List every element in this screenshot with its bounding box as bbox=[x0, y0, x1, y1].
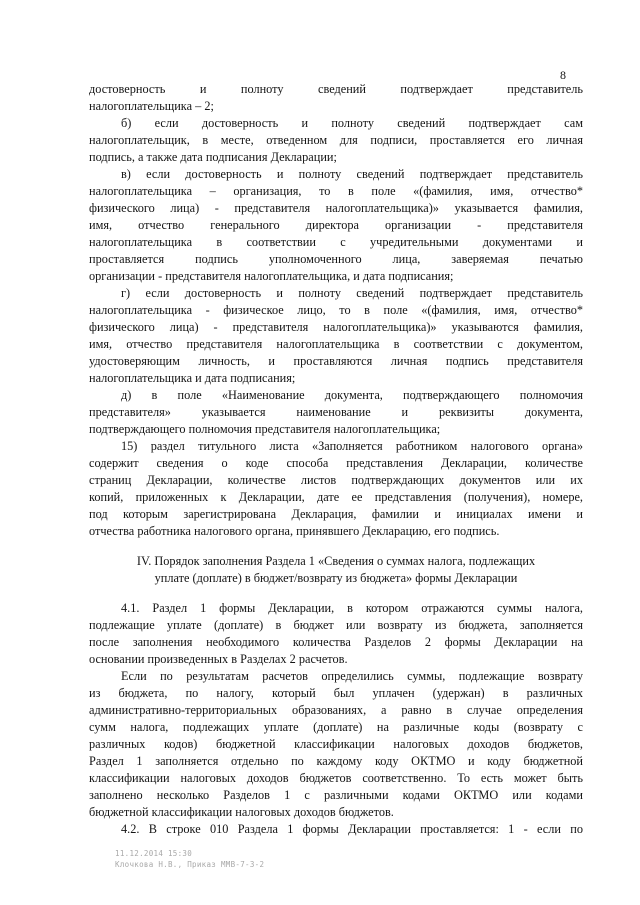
text-line: налогоплательщика – организация, то в поле «(фамилия, имя, отчество* bbox=[89, 184, 583, 198]
text-line: заполнено несколько Разделов 1 с различными кодами ОКТМО или кодами bbox=[89, 788, 583, 802]
text-line: д) в поле «Наименование документа, подтверждающего полномочия bbox=[121, 388, 583, 402]
text-line: налогоплательщик, в месте, отведенном для подписи, проставляется его личная bbox=[89, 133, 583, 147]
text-line: физического лица) - представителя налогоплательщика)» указывается фамилия, bbox=[89, 201, 583, 215]
text-line: классификации налоговых доходов бюджетов соответственно. То есть может быть bbox=[89, 771, 583, 785]
text-line: основании произведенных в Разделах 2 расчетов. bbox=[89, 652, 348, 666]
text-line: проставляется подпись уполномоченного лица, заверяемая печатью bbox=[89, 252, 583, 266]
text-line: подлежащие уплате (доплате) в бюджет или возврату из бюджета, заполняется bbox=[89, 618, 583, 632]
text-line: налогоплательщика - физическое лицо, то в поле «(фамилия, имя, отчество* bbox=[89, 303, 583, 317]
text-line: страниц Декларации, количестве листов подтверждающих документов или их bbox=[89, 473, 583, 487]
text-line: в) если достоверность и полноту сведений подтверждает представитель bbox=[121, 167, 583, 181]
text-line: различных кодов) бюджетной классификации налоговых доходов бюджетов, bbox=[89, 737, 583, 751]
text-line: достоверность и полноту сведений подтверждает представитель bbox=[89, 82, 583, 96]
text-line: подпись, а также дата подписания Декларации; bbox=[89, 150, 337, 164]
footer-stamp-line: 11.12.2014 15:30 bbox=[115, 849, 193, 858]
text-line: после заполнения необходимого количества Разделов 2 формы Декларации на bbox=[89, 635, 583, 649]
text-line: 15) раздел титульного листа «Заполняется работником налогового органа» bbox=[121, 439, 583, 453]
text-line: 4.2. В строке 010 Раздела 1 формы Декларации проставляется: 1 - если по bbox=[121, 822, 583, 836]
text-line: налогоплательщика и дата подписания; bbox=[89, 371, 296, 385]
text-line: имя, отчество представителя налогоплательщика в соответствии с документом, bbox=[89, 337, 583, 351]
text-line: г) если достоверность и полноту сведений подтверждает представитель bbox=[121, 286, 583, 300]
text-line: сумм налога, подлежащих уплате (доплате) на различные коды (возврату с bbox=[89, 720, 583, 734]
text-line: налогоплательщика в соответствии с учредительными документами и bbox=[89, 235, 583, 249]
text-line: организации - представителя налогоплательщика, и дата подписания; bbox=[89, 269, 454, 283]
text-line: удостоверяющим личность, и проставляются личная подпись представителя bbox=[89, 354, 583, 368]
text-line: представителя» указывается наименование и реквизиты документа, bbox=[89, 405, 583, 419]
text-line: Раздел 1 заполняется отдельно по каждому коду ОКТМО и коду бюджетной bbox=[89, 754, 583, 768]
text-line: физического лица) - представителя налогоплательщика)» указываются фамилия, bbox=[89, 320, 583, 334]
text-line: подтверждающего полномочия представителя налогоплательщика; bbox=[89, 422, 441, 436]
text-line: имя, отчество генерального директора организации - представителя bbox=[89, 218, 583, 232]
footer-stamp-line: Клочкова Н.В., Приказ ММВ-7-3-2 bbox=[115, 860, 265, 869]
text-line: налогоплательщика – 2; bbox=[89, 99, 214, 113]
text-line: бюджетной классификации налоговых доходов бюджетов. bbox=[89, 805, 394, 819]
text-line: содержит сведения о коде способа представления Декларации, количестве bbox=[89, 456, 583, 470]
text-line: копий, приложенных к Декларации, дате ее представления (получения), номере, bbox=[89, 490, 583, 504]
text-line: отчества работника налогового органа, принявшего Декларацию, его подпись. bbox=[89, 524, 500, 538]
text-line: б) если достоверность и полноту сведений подтверждает сам bbox=[121, 116, 583, 130]
text-line: административно-территориальных образованиях, а равно в случае определения bbox=[89, 703, 583, 717]
text-line: 4.1. Раздел 1 формы Декларации, в котором отражаются суммы налога, bbox=[121, 601, 583, 615]
page-number: 8 bbox=[560, 68, 566, 82]
text-line: Если по результатам расчетов определились суммы, подлежащие возврату bbox=[121, 669, 583, 683]
text-line: из бюджета, по налогу, который был уплачен (удержан) в различных bbox=[89, 686, 583, 700]
text-line: IV. Порядок заполнения Раздела 1 «Сведения о суммах налога, подлежащих bbox=[136, 554, 536, 568]
text-line: уплате (доплате) в бюджет/возврату из бюджета» формы Декларации bbox=[154, 571, 518, 585]
text-line: под которым зарегистрирована Декларация, фамилии и инициалах имени и bbox=[89, 507, 583, 521]
